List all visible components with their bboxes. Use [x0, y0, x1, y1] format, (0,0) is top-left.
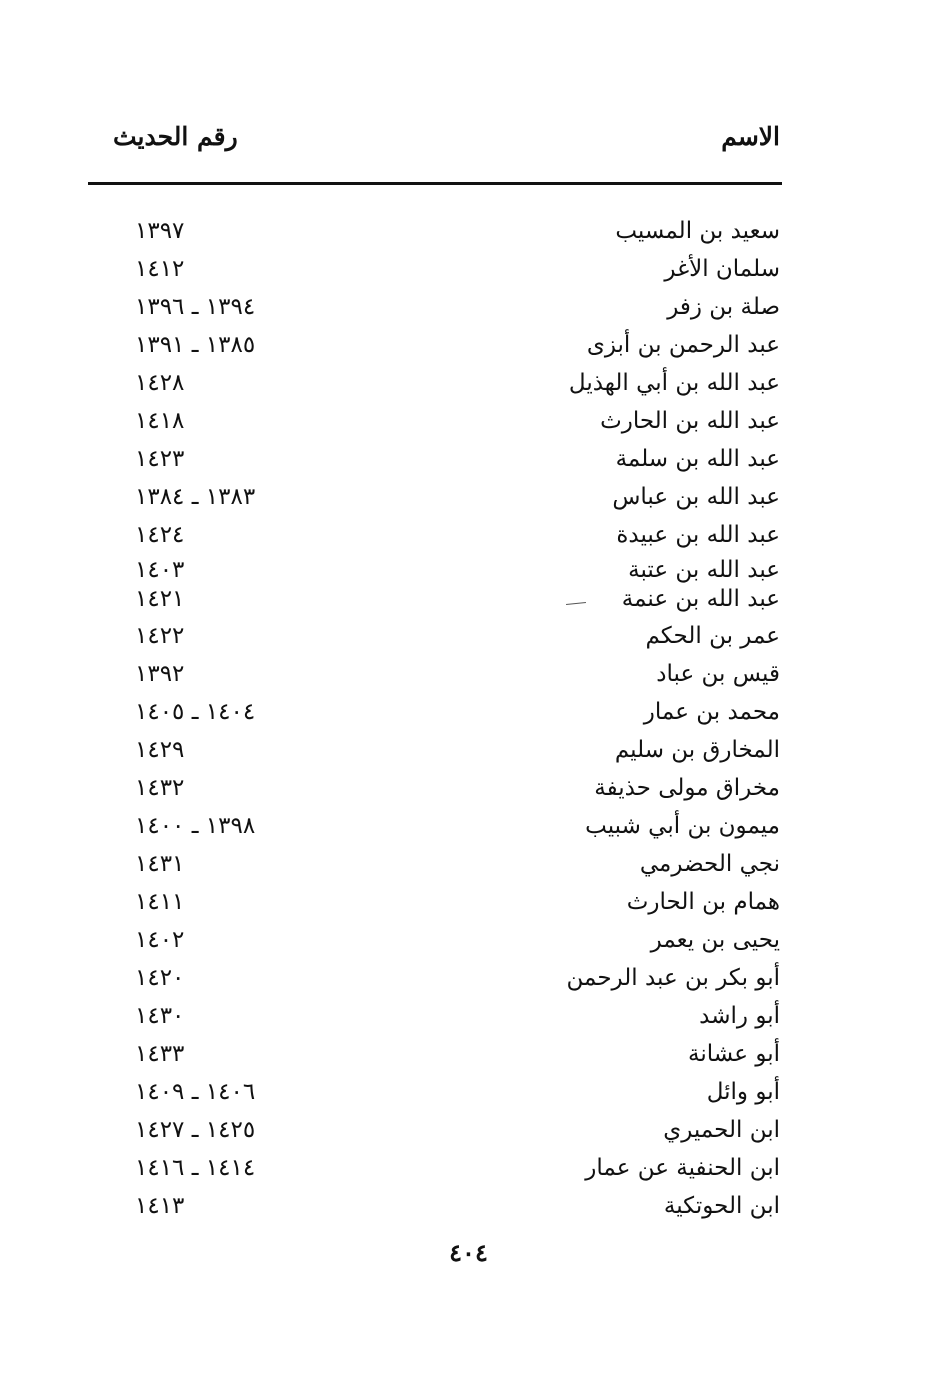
hadith-numbers: ١٣٩٧ — [135, 218, 185, 244]
index-row — [0, 1111, 937, 1149]
narrator-name: عبد الرحمن بن أبزى — [586, 332, 780, 358]
column-header-hadith-number: رقم الحديث — [113, 122, 238, 151]
index-row — [0, 250, 937, 288]
index-row — [0, 1187, 937, 1225]
index-row — [0, 440, 937, 478]
hadith-numbers: ١٤٣٣ — [135, 1041, 185, 1067]
narrator-name: ابن الحوتكية — [663, 1193, 780, 1219]
index-row — [0, 807, 937, 845]
narrator-name: همام بن الحارث — [626, 889, 780, 915]
index-row — [0, 402, 937, 440]
narrator-name: سلمان الأغر — [664, 256, 780, 282]
narrator-name: ابن الحنفية عن عمار — [585, 1155, 780, 1181]
narrator-name: عبد الله بن أبي الهذيل — [568, 370, 780, 396]
hadith-numbers: ١٤٢٢ — [135, 623, 185, 649]
narrator-name: أبو وائل — [706, 1079, 780, 1105]
column-header-name: الاسم — [721, 122, 780, 151]
index-row — [0, 693, 937, 731]
narrator-name: ابن الحميري — [663, 1117, 780, 1143]
index-row — [0, 731, 937, 769]
index-row — [0, 997, 937, 1035]
hadith-numbers: ١٤٢٠ — [135, 965, 185, 991]
narrator-name: عبد الله بن عنمة — [621, 586, 780, 612]
hadith-numbers: ١٤٠٢ — [135, 927, 185, 953]
narrator-name: صلة بن زفر — [667, 294, 780, 320]
hadith-numbers: ١٤٢٥ ـ ١٤٢٧ — [135, 1117, 256, 1143]
hadith-numbers: ١٤٠٦ ـ ١٤٠٩ — [135, 1079, 256, 1105]
narrator-name: مخراق مولى حذيفة — [594, 775, 780, 801]
index-row — [0, 478, 937, 516]
hadith-numbers: ١٤٠٣ — [135, 557, 185, 583]
narrator-name: عبد الله بن عباس — [612, 484, 780, 510]
hadith-numbers: ١٤١٨ — [135, 408, 185, 434]
narrator-name: يحيى بن يعمر — [650, 927, 780, 953]
hadith-numbers: ١٣٩٤ ـ ١٣٩٦ — [135, 294, 256, 320]
hadith-numbers: ١٤٣٠ — [135, 1003, 185, 1029]
narrator-name: عبد الله بن عبيدة — [616, 522, 780, 548]
index-row — [0, 580, 937, 618]
narrator-name: أبو بكر بن عبد الرحمن — [566, 965, 780, 991]
header-divider — [88, 182, 782, 185]
hadith-numbers: ١٤٠٤ ـ ١٤٠٥ — [135, 699, 256, 725]
hadith-numbers: ١٤٢٣ — [135, 446, 185, 472]
narrator-name: أبو عشانة — [688, 1041, 780, 1067]
hadith-numbers: ١٤٣٢ — [135, 775, 185, 801]
index-row — [0, 326, 937, 364]
index-row — [0, 516, 937, 554]
hadith-numbers: ١٤٢١ — [135, 586, 185, 612]
narrator-name: عبد الله بن عتبة — [628, 557, 780, 583]
page-number: ٤٠٤ — [449, 1238, 488, 1267]
hadith-numbers: ١٣٨٥ ـ ١٣٩١ — [135, 332, 256, 358]
hadith-numbers: ١٤١٤ ـ ١٤١٦ — [135, 1155, 256, 1181]
hadith-numbers: ١٤١١ — [135, 889, 185, 915]
index-row — [0, 617, 937, 655]
narrator-name: قيس بن عباد — [656, 661, 780, 687]
narrator-name: عبد الله بن الحارث — [600, 408, 780, 434]
narrator-name: سعيد بن المسيب — [615, 218, 780, 244]
index-row — [0, 883, 937, 921]
index-row — [0, 921, 937, 959]
index-row — [0, 212, 937, 250]
index-row — [0, 1035, 937, 1073]
hadith-numbers: ١٣٩٨ ـ ١٤٠٠ — [135, 813, 256, 839]
hadith-numbers: ١٤٣١ — [135, 851, 185, 877]
narrator-name: محمد بن عمار — [643, 699, 780, 725]
hadith-numbers: ١٤٢٩ — [135, 737, 185, 763]
narrator-name: نجي الحضرمي — [639, 851, 780, 877]
hadith-numbers: ١٤١٣ — [135, 1193, 185, 1219]
hadith-numbers: ١٣٩٢ — [135, 661, 185, 687]
hadith-numbers: ١٤٢٤ — [135, 522, 185, 548]
narrator-name: عبد الله بن سلمة — [615, 446, 780, 472]
index-row — [0, 845, 937, 883]
hadith-numbers: ١٣٨٣ ـ ١٣٨٤ — [135, 484, 256, 510]
narrator-name: أبو راشد — [699, 1003, 780, 1029]
hadith-numbers: ١٤١٢ — [135, 256, 185, 282]
index-row — [0, 655, 937, 693]
index-row — [0, 1149, 937, 1187]
hadith-numbers: ١٤٢٨ — [135, 370, 185, 396]
index-row — [0, 1073, 937, 1111]
index-row — [0, 769, 937, 807]
index-row — [0, 364, 937, 402]
index-row — [0, 959, 937, 997]
narrator-name: المخارق بن سليم — [614, 737, 780, 763]
narrator-name: عمر بن الحكم — [645, 623, 780, 649]
index-row — [0, 288, 937, 326]
narrator-name: ميمون بن أبي شبيب — [585, 813, 780, 839]
